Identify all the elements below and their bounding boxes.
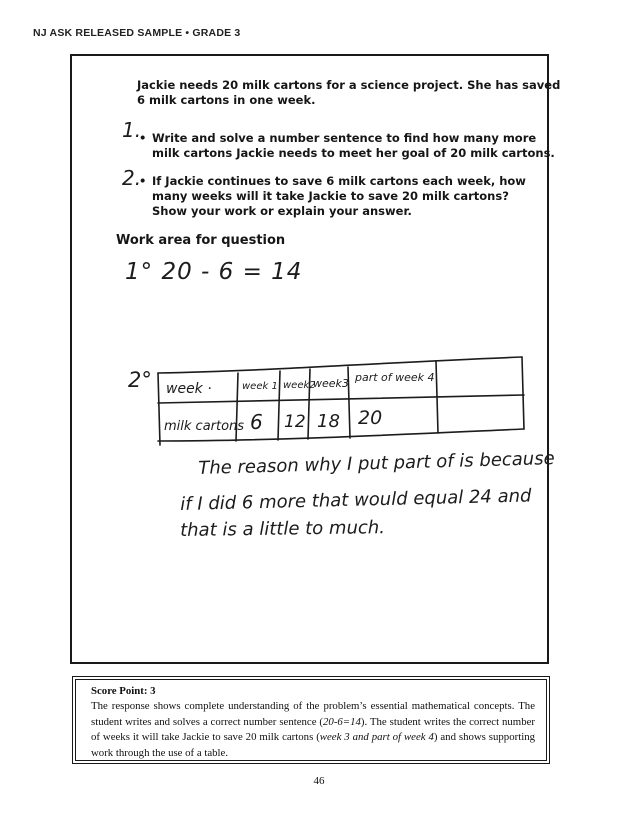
question-1-line-1: Write and solve a number sentence to find how many more [152, 131, 537, 145]
page-number: 46 [313, 775, 325, 787]
table-left-border [158, 373, 160, 445]
question-2-number: 2. [122, 166, 142, 190]
value-week-3: 18 [317, 411, 340, 432]
bullet-2: • [139, 174, 147, 188]
question-1-line-2: milk cartons Jackie needs to meet her goal of 20 milk cartons. [152, 146, 555, 160]
explanation-line-2: if I did 6 more that would equal 24 and [180, 485, 532, 515]
row-header-milk-cartons: milk cartons [164, 419, 245, 434]
table-divider-2 [278, 371, 280, 440]
value-part-of-week-4: 20 [358, 407, 383, 429]
explanation-line-3: that is a little to much. [180, 517, 386, 541]
problem-intro-line-1: Jackie needs 20 milk cartons for a science project. She has saved [137, 78, 561, 92]
bullet-1: • [139, 131, 147, 145]
question-2-line-1: If Jackie continues to save 6 milk cartons each week, how [152, 174, 526, 188]
answer-2-label: 2° [128, 368, 152, 392]
score-text-2: ). The student writes the correct number of weeks it will take Jackie to save 20 milk cartons ( [91, 715, 535, 744]
table-top-line [158, 357, 522, 373]
question-2-line-3: Show your work or explain your answer. [152, 204, 412, 218]
table-divider-5 [436, 361, 438, 433]
score-title: Score Point: 3 [91, 685, 156, 697]
score-text-3: ) and shows supporting work through the use of a table. [91, 731, 535, 759]
col-week-1: week 1 [242, 381, 278, 392]
score-box [72, 676, 550, 764]
explanation-line-1: The reason why I put part of is because [198, 448, 555, 479]
student-table [150, 343, 530, 453]
col-week-2: week2 [283, 380, 316, 391]
table-middle-line [158, 395, 524, 403]
col-week-3: week3 [313, 377, 349, 390]
score-weeks: week 3 and part of week 4 [319, 731, 434, 744]
problem-intro-line-2: 6 milk cartons in one week. [137, 93, 316, 107]
row-header-week: week · [166, 381, 212, 397]
document-header: NJ ASK RELEASED SAMPLE • GRADE 3 [33, 27, 241, 39]
question-2-line-2: many weeks will it take Jackie to save 20 milk cartons? [152, 189, 509, 203]
table-right-border [522, 357, 524, 429]
score-equation: 20-6=14 [323, 715, 361, 728]
value-week-2: 12 [284, 412, 306, 432]
col-part-of-week-4: part of week 4 [355, 371, 435, 384]
value-week-1: 6 [250, 410, 263, 434]
work-area-title: Work area for question [116, 233, 286, 248]
question-1-number: 1. [122, 118, 142, 142]
score-text-1: The response shows complete understanding of the problem’s essential mathematical concepts. The student writes and solves a correct number sentence ( [91, 700, 535, 728]
answer-1: 1° 20 - 6 = 14 [125, 259, 303, 285]
